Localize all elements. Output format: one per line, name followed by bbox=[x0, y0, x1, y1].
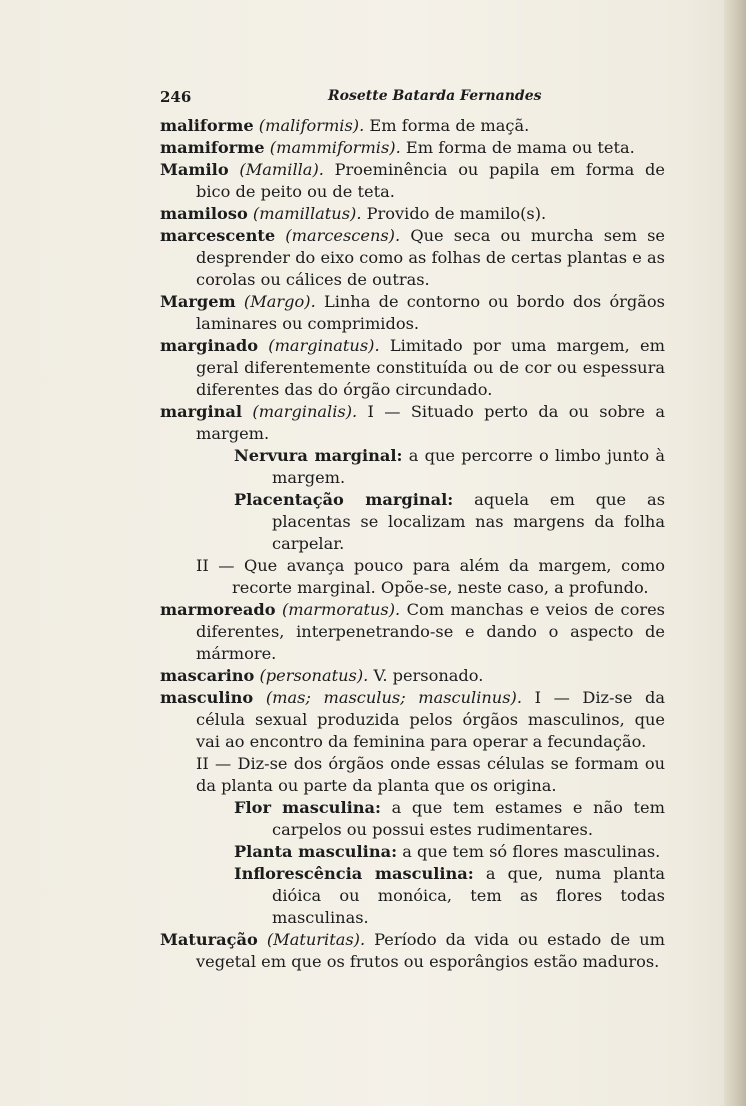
latin-term: (Margo). bbox=[243, 292, 316, 311]
sub-definition: a que, numa planta dióica ou monóica, tem as flores todas masculinas. bbox=[272, 864, 665, 927]
page-number: 246 bbox=[160, 88, 192, 106]
latin-term: (marginalis). bbox=[252, 402, 358, 421]
definition: V. personado. bbox=[373, 666, 484, 685]
sub-term: Placentação marginal: bbox=[234, 490, 454, 509]
masculino-sense-ii: II — Diz-se dos órgãos onde essas células se formam ou da planta ou parte da planta que os origina. bbox=[196, 754, 665, 795]
entry-mamiforme bbox=[160, 137, 665, 159]
definition: I — Situado perto da ou sobre a margem. bbox=[196, 402, 665, 443]
sub-entry-nervura-marginal bbox=[160, 445, 665, 489]
entry-marginado bbox=[160, 335, 665, 401]
latin-term: (mammiformis). bbox=[269, 138, 401, 157]
headword: Margem bbox=[160, 292, 236, 311]
glossary-content bbox=[160, 115, 665, 973]
headword: Maturação bbox=[160, 930, 258, 949]
headword: Mamilo bbox=[160, 160, 229, 179]
definition: Em forma de maçã. bbox=[369, 116, 530, 135]
headword: marginal bbox=[160, 402, 243, 421]
entry-masculino bbox=[160, 687, 665, 753]
page-spine-shadow bbox=[724, 0, 746, 1106]
latin-term: (marginatus). bbox=[268, 336, 380, 355]
latin-term: (mamillatus). bbox=[252, 204, 362, 223]
sub-definition: aquela em que as placentas se localizam nas margens da folha carpelar. bbox=[272, 490, 665, 553]
entry-maturacao bbox=[160, 929, 665, 973]
latin-term: (marmoratus). bbox=[281, 600, 401, 619]
latin-term: (marcescens). bbox=[285, 226, 401, 245]
sub-entry-flor-masculina bbox=[160, 797, 665, 841]
entry-mascarino bbox=[160, 665, 665, 687]
headword: maliforme bbox=[160, 116, 254, 135]
definition: Em forma de mama ou teta. bbox=[405, 138, 635, 157]
sub-term: Nervura marginal: bbox=[234, 446, 403, 465]
latin-term: (personatus). bbox=[259, 666, 369, 685]
marginal-sense-ii: II — Que avança pouco para além da margem, como recorte marginal. Opõe-se, neste caso, a profundo. bbox=[196, 556, 665, 597]
headword: marcescente bbox=[160, 226, 276, 245]
definition: Com manchas e veios de cores diferentes, interpenetrando-se e dando o aspecto de mármore. bbox=[196, 600, 665, 663]
entry-margem bbox=[160, 291, 665, 335]
entry-marmoreado bbox=[160, 599, 665, 665]
headword: mamiforme bbox=[160, 138, 265, 157]
entry-marcescente bbox=[160, 225, 665, 291]
sub-definition: a que percorre o limbo junto à margem. bbox=[272, 446, 665, 487]
definition: Provido de mamilo(s). bbox=[366, 204, 547, 223]
headword: masculino bbox=[160, 688, 254, 707]
headword: marmoreado bbox=[160, 600, 276, 619]
sub-definition: a que tem só flores masculinas. bbox=[402, 842, 661, 861]
definition: I — Diz-se da célula sexual produzida pelos órgãos masculinos, que vai ao encontro da feminina para operar a fecundação. bbox=[196, 688, 665, 751]
sub-term: Flor masculina: bbox=[234, 798, 381, 817]
entry-marginal bbox=[160, 401, 665, 445]
running-head: Rosette Batarda Fernandes bbox=[328, 88, 542, 104]
sub-term: Inflorescência masculina: bbox=[234, 864, 474, 883]
latin-term: (Maturitas). bbox=[266, 930, 366, 949]
sub-entry-planta-masculina bbox=[160, 841, 665, 863]
headword: marginado bbox=[160, 336, 258, 355]
headword: mascarino bbox=[160, 666, 255, 685]
definition: Proeminência ou papila em forma de bico de peito ou de teta. bbox=[196, 160, 665, 201]
definition: Linha de contorno ou bordo dos órgãos laminares ou comprimidos. bbox=[196, 292, 665, 333]
page-header bbox=[160, 88, 665, 110]
entry-mamiloso bbox=[160, 203, 665, 225]
latin-term: (mas; masculus; masculinus). bbox=[265, 688, 523, 707]
latin-term: (maliformis). bbox=[258, 116, 365, 135]
definition: Período da vida ou estado de um vegetal em que os frutos ou esporângios estão maduros. bbox=[196, 930, 665, 971]
sub-entry-inflorescencia-masculina bbox=[160, 863, 665, 929]
sub-term: Planta masculina: bbox=[234, 842, 398, 861]
definition: Que seca ou murcha sem se desprender do eixo como as folhas de certas plantas e as corolas ou cálices de outras. bbox=[196, 226, 665, 289]
definition: Limitado por uma margem, em geral diferentemente constituída ou de cor ou espessura diferentes das do órgão circundado. bbox=[196, 336, 665, 399]
sub-definition: a que tem estames e não tem carpelos ou possui estes rudimentares. bbox=[272, 798, 665, 839]
latin-term: (Mamilla). bbox=[239, 160, 324, 179]
headword: mamiloso bbox=[160, 204, 248, 223]
sub-entry-placentacao-marginal bbox=[160, 489, 665, 555]
entry-maliforme bbox=[160, 115, 665, 137]
entry-mamilo bbox=[160, 159, 665, 203]
